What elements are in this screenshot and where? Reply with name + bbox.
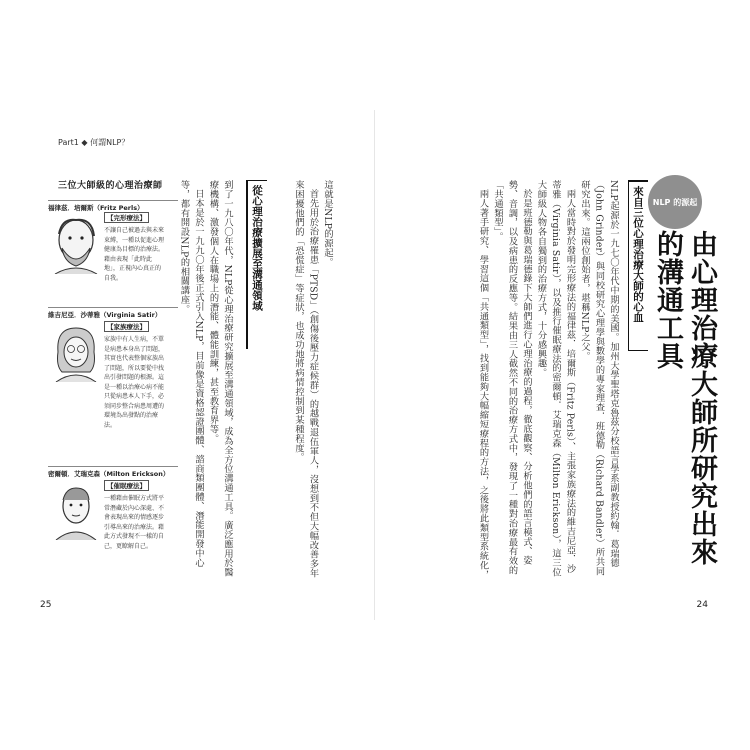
therapy-description: 一種藉由催眠方式將平常潛藏於內心深處、不會表現出來的情感逐步引導出來的治療法。藉此方式發現不一樣的自己，更瞭解自己。 (104, 495, 165, 550)
page-gutter (374, 110, 375, 620)
paragraph: 兩人著手研究、學習這個「共通類型」，找到能夠大幅縮短療程的方法，之後將此類型系統化， (477, 189, 489, 580)
section-1-body (420, 180, 620, 580)
paragraph: NLP起源於一九七〇年代中期的美國。加州大學聖塔克魯茲分校語言學系副教授約翰．葛瑞德（John Grinder）與同校研究心理學與數學的專家理查．班德勒（Richard Bandler）所共同研究出來。這兩位創始者，堪稱NLP之父。 (579, 180, 619, 576)
therapy-description: 家族中有人生病，不單是病患本身出了問題，其實也代表整個家族出了問題，所以要從中找出引發問題的根源。這是一種以治療心病不能只從病患本人下手，必須同步整合病患周遭的環境為出發點的治療法。 (104, 336, 165, 429)
portrait-illustration (50, 480, 102, 540)
paragraph: 日本是於一九九〇年後正式引入NLP，目前像是資格認證團體、諮商類團體、潛能開發中心等，都有開設NLP的相關講座。 (178, 180, 204, 568)
section-1-title: 來自三位心理治療大師的心血 (628, 180, 648, 351)
section-badge: NLP 的源起 (648, 175, 702, 229)
panel-title: 三位大師級的心理治療師 (58, 181, 163, 191)
therapy-method-label: 【家族療法】 (104, 321, 149, 332)
paragraph: 兩人當時對於發明完形療法的福律茲．培爾斯（Fritz Perls）、主張家族療法的維吉尼亞．沙蒂雅（Virginia Satir），以及推行催眠療法的密爾頓．艾瑞克森（Milton Erickson），這三位大師級人物各自獨到的治療方式，十分感興趣。 (535, 180, 576, 577)
paragraph: 到了一九八〇年代，NLP從心理治療研究擴展至溝通領域，成為全方位溝通工具。廣泛應用於醫療機構、激發個人在職場上的潛能、體能訓練，甚至教育界等。 (207, 180, 233, 577)
section-2-body (176, 180, 234, 580)
section-2-title: 從心理治療擴展至溝通領域 (246, 180, 267, 349)
therapist-name: 福律茲．培爾斯（Fritz Perls） (48, 200, 178, 212)
therapist-name: 維吉尼亞．沙蒂雅（Virginia Satir） (48, 307, 178, 319)
therapy-method-label: 【完形療法】 (104, 212, 149, 223)
left-intro-body (292, 180, 334, 580)
paragraph: 於是班德勒與葛瑞德錄下大師們進行心理治療的過程，徹底觀察、分析他們的語言模式、姿勢、音調，以及病患的反應等。結果由三人截然不同的治療方式中，發現了一種對治療最有效的「共通類型」。 (492, 180, 532, 575)
therapist-name: 密爾頓．艾瑞克森（Milton Erickson） (48, 466, 178, 478)
breadcrumb: Part1 ◆ 何謂NLP？ (58, 138, 130, 147)
paragraph: 這就是NLP的源起。 (322, 180, 333, 267)
chapter-headline: 由心理治療大師所研究出來的溝通工具 (652, 230, 717, 566)
page-number-right: 24 (696, 600, 708, 610)
paragraph: 首先用於治療罹患「PTSD」（創傷後壓力症候群）的越戰退伍軍人，沒想到不但大幅改善多年來困擾他們的「恐慌症」等症狀，也成功地將病情控制到某種程度。 (293, 180, 319, 578)
portrait-illustration (50, 214, 102, 274)
therapy-description: 不讓自己被過去與未來束縛，一種以促進心理健康為目標的治療法。藉由表現「此時此地」，正視內心真正的自我。 (104, 227, 165, 282)
portrait-illustration (50, 322, 102, 382)
therapy-method-label: 【催眠療法】 (104, 480, 149, 491)
page-number-left: 25 (40, 600, 52, 610)
